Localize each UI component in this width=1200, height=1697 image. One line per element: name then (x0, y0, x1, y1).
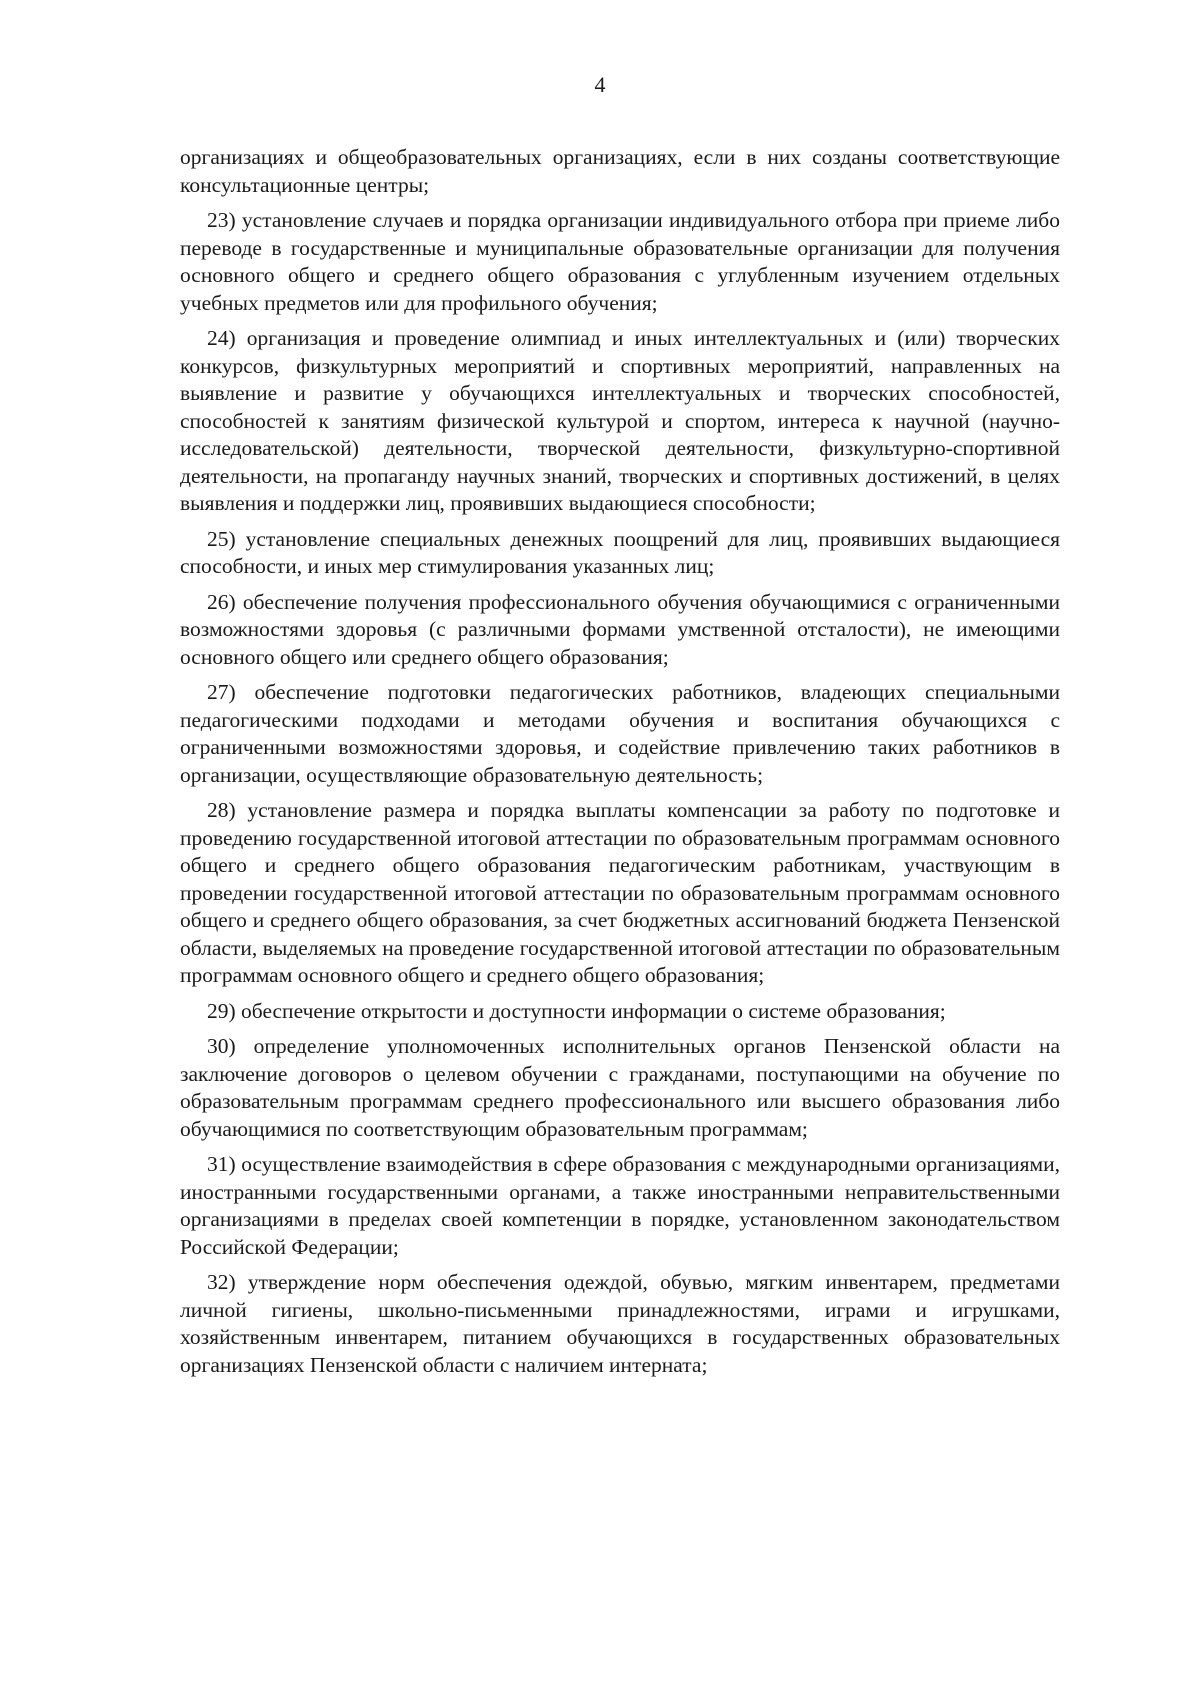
paragraph-item-29: 29) обеспечение открытости и доступности информации о системе образования; (207, 998, 946, 1023)
page-number: 4 (594, 72, 606, 97)
paragraph-item-28: 28) установление размера и порядка выплаты компенсации за работу по подготовке и проведению государственной итоговой аттестации по образовательным программам основного общего и среднего общего образования педагогическим работникам, участвующим в проведении государственной итоговой аттестации по образовательным программам основного общего и среднего общего образования, за счет бюджетных ассигнований бюджета Пензенской области, выделяемых на проведение государственной итоговой аттестации по образовательным программам основного общего и среднего общего образования; (180, 798, 1060, 987)
paragraph-item-25: 25) установление специальных денежных поощрений для лиц, проявивших выдающиеся способности, и иных мер стимулирования указанных лиц; (180, 526, 1060, 578)
paragraph-item-24: 24) организация и проведение олимпиад и иных интеллектуальных и (или) творческих конкурсов, физкультурных мероприятий и спортивных мероприятий, направленных на выявление и развитие у обучающихся интеллектуальных и творческих способностей, способностей к занятиям физической культурой и спортом, интереса к научной (научно-исследовательской) деятельности, творческой деятельности, физкультурно-спортивной деятельности, на пропаганду научных знаний, творческих и спортивных достижений, в целях выявления и поддержки лиц, проявивших выдающиеся способности; (180, 326, 1060, 515)
paragraph-item-31: 31) осуществление взаимодействия в сфере образования с международными организациями, иностранными государственными органами, а также иностранными неправительственными организациями в пределах своей компетенции в порядке, установленном законодательством Российской Федерации; (180, 1152, 1060, 1259)
paragraph-item-32: 32) утверждение норм обеспечения одеждой, обувью, мягким инвентарем, предметами личной гигиены, школьно-письменными принадлежностями, играми и игрушками, хозяйственным инвентарем, питанием обучающихся в государственных образовательных организациях Пензенской области с наличием интерната; (180, 1270, 1060, 1377)
paragraph-continuation: организациях и общеобразовательных организациях, если в них созданы соответствующие консультационные центры; (180, 145, 1060, 197)
document-body (180, 144, 1060, 1387)
paragraph-item-26: 26) обеспечение получения профессионального обучения обучающимися с ограниченными возможностями здоровья (с различными формами умственной отсталости), не имеющими основного общего или среднего общего образования; (180, 589, 1060, 669)
paragraph-item-23: 23) установление случаев и порядка организации индивидуального отбора при приеме либо переводе в государственные и муниципальные образовательные организации для получения основного общего и среднего общего образования с углубленным изучением отдельных учебных предметов или для профильного обучения; (180, 208, 1060, 315)
paragraph-item-27: 27) обеспечение подготовки педагогических работников, владеющих специальными педагогическими подходами и методами обучения и воспитания обучающихся с ограниченными возможностями здоровья, и содействие привлечению таких работников в организации, осуществляющие образовательную деятельность; (180, 680, 1060, 787)
paragraph-item-30: 30) определение уполномоченных исполнительных органов Пензенской области на заключение договоров о целевом обучении с гражданами, поступающими на обучение по образовательным программам среднего профессионального или высшего образования либо обучающимися по соответствующим образовательным программам; (180, 1034, 1060, 1141)
